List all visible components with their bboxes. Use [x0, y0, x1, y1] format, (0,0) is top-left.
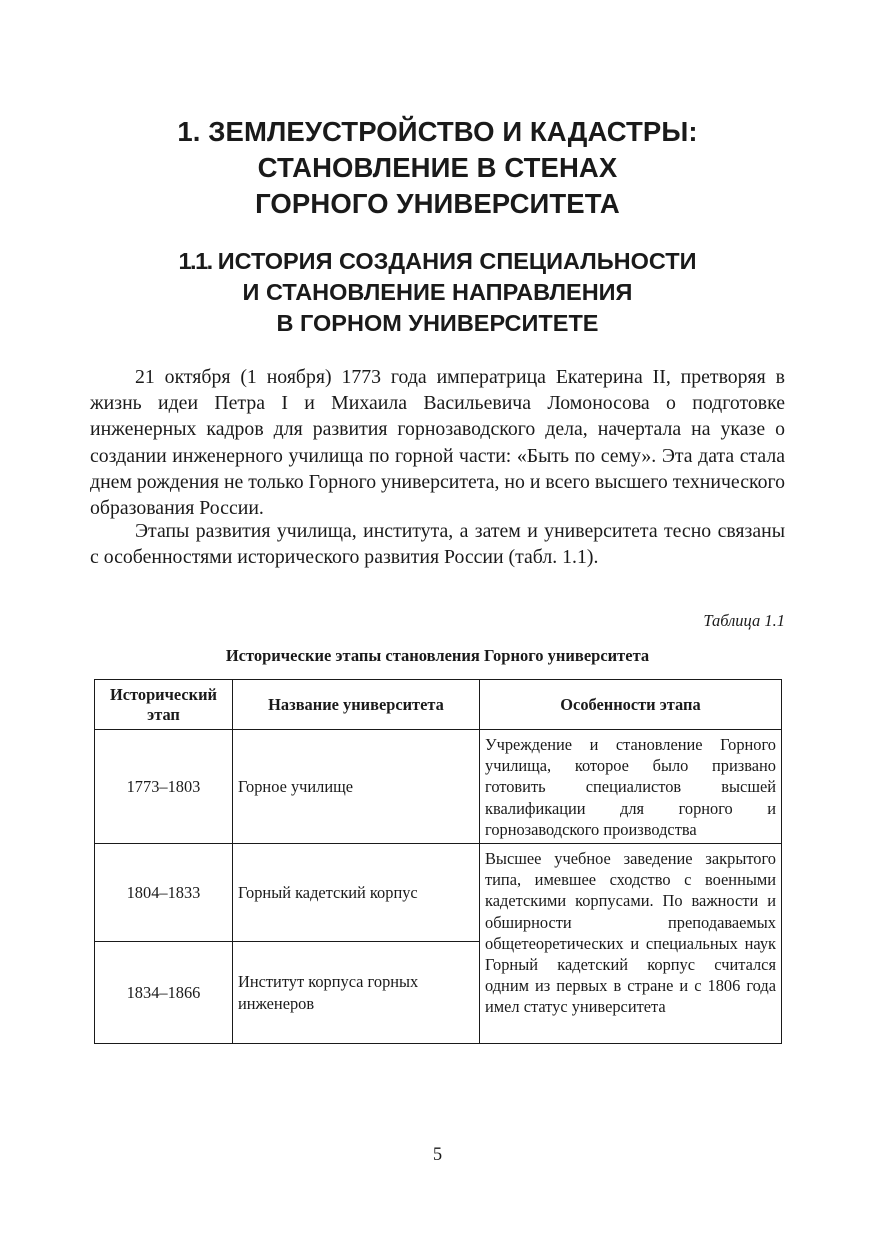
header-stage: Исторический этап: [95, 680, 233, 730]
table-header-row: [95, 680, 782, 730]
section-number: 1.1.: [178, 248, 212, 274]
section-title-line-2: И СТАНОВЛЕНИЕ НАПРАВЛЕНИЯ: [242, 279, 633, 305]
paragraph-history: 21 октября (1 ноября) 1773 года императрица Екатерина II, претворяя в жизнь идеи Петра I и Михаила Васильевича Ломоносова о подготовке инженерных кадров для развития горнозаводского дела, начертала на указе о создании инженерного училища по горной части: «Быть по сему». Эта дата стала днем рождения не только Горного университета, но и всего высшего технического образования России.: [90, 366, 785, 520]
page-number: 5: [432, 1145, 443, 1165]
cell-name: Горное училище: [233, 730, 480, 844]
chapter-title-line-1: 1. ЗЕМЛЕУСТРОЙСТВО И КАДАСТРЫ:: [177, 116, 698, 147]
chapter-title-line-2: СТАНОВЛЕНИЕ В СТЕНАХ: [257, 152, 618, 183]
stages-table: [94, 679, 782, 1044]
cell-name: Горный кадетский корпус: [233, 844, 480, 942]
table-label: Таблица 1.1: [703, 611, 785, 630]
header-name: Название университета: [233, 680, 480, 730]
cell-name: Институт корпуса горных инженеров: [233, 942, 480, 1044]
header-features: Особенности этапа: [480, 680, 782, 730]
section-title: [90, 246, 785, 339]
cell-features: Высшее учебное заведение закрытого типа, имевшее сходство с военными кадетскими корпусами. По важности и обширности преподаваемых общетеоретических и специальных наук Горный кадетский корпус считался одним из первых в стране и с 1806 года имел статус университета: [480, 844, 782, 1044]
paragraph-stages: Этапы развития училища, института, а затем и университета тесно связаны с особенностями исторического развития России (табл. 1.1).: [90, 520, 785, 569]
table-row: [95, 730, 782, 844]
cell-features: Учреждение и становление Горного училища, которое было призвано готовить специалистов высшей квалификации для горного и горнозаводского производства: [480, 730, 782, 844]
cell-stage: 1834–1866: [95, 942, 233, 1044]
table-caption: Исторические этапы становления Горного университета: [225, 646, 650, 665]
chapter-title-line-3: ГОРНОГО УНИВЕРСИТЕТА: [255, 188, 620, 219]
table-row: [95, 844, 782, 942]
section-title-text-1: ИСТОРИЯ СОЗДАНИЯ СПЕЦИАЛЬНОСТИ: [217, 248, 697, 274]
cell-stage: 1804–1833: [95, 844, 233, 942]
section-title-line-3: В ГОРНОМ УНИВЕРСИТЕТЕ: [276, 310, 599, 336]
section-title-line-1: [90, 246, 785, 277]
cell-stage: 1773–1803: [95, 730, 233, 844]
chapter-title: [90, 114, 785, 222]
